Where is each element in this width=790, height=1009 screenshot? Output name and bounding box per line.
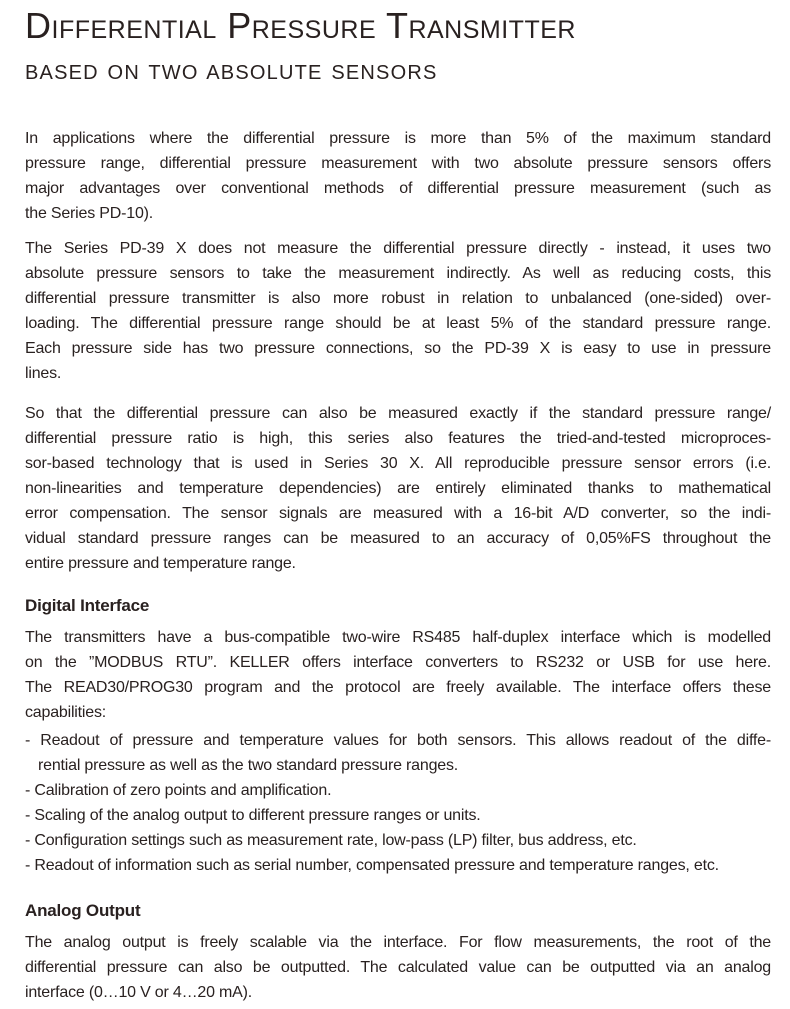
page-title: Differential Pressure Transmitter: [25, 5, 576, 46]
capability-item-scaling: [25, 803, 771, 828]
section-heading-digital-interface: Digital Interface: [25, 596, 150, 615]
text-line: differential pressure transmitter is also more robust in relation to unbalanced (one-sided) over-: [25, 290, 771, 307]
text-line: - Scaling of the analog output to different pressure ranges or units.: [25, 807, 481, 824]
capability-item-calibration: [25, 778, 771, 803]
text-line: - Configuration settings such as measurement rate, low-pass (LP) filter, bus address, etc.: [25, 832, 637, 849]
text-line: The Series PD-39 X does not measure the differential pressure directly - instead, it uses two: [25, 240, 771, 257]
text-line: interface (0…10 V or 4…20 mA).: [25, 984, 252, 1001]
text-line: pressure range, differential pressure measurement with two absolute pressure sensors offers: [25, 155, 771, 172]
text-line: The transmitters have a bus-compatible two-wire RS485 half-duplex interface which is modelled: [25, 629, 771, 646]
text-line: entire pressure and temperature range.: [25, 555, 296, 572]
text-line: rential pressure as well as the two standard pressure ranges.: [38, 757, 459, 774]
text-line: the Series PD-10).: [25, 205, 154, 222]
text-line: - Calibration of zero points and amplification.: [25, 782, 332, 799]
capability-item-readout-pressure-temperature: [25, 728, 771, 778]
text-line: differential pressure ratio is high, this series also features the tried-and-tested microproces-: [25, 430, 771, 447]
text-line: non-linearities and temperature dependencies) are entirely eliminated thanks to mathematical: [25, 480, 771, 497]
capability-list: [25, 728, 771, 878]
digital-interface-paragraph: [25, 625, 771, 725]
intro-paragraph-3: [25, 401, 771, 576]
page-subtitle: BASED ON TWO ABSOLUTE SENSORS: [25, 62, 438, 84]
text-line: - Readout of information such as serial number, compensated pressure and temperature ranges, etc.: [25, 857, 719, 874]
text-line: In applications where the differential pressure is more than 5% of the maximum standard: [25, 130, 771, 147]
text-line: So that the differential pressure can also be measured exactly if the standard pressure range/: [25, 405, 771, 422]
text-line: sor-based technology that is used in Series 30 X. All reproducible pressure sensor errors (i.e.: [25, 455, 771, 472]
text-line: loading. The differential pressure range should be at least 5% of the standard pressure range.: [25, 315, 771, 332]
text-line: lines.: [25, 365, 62, 382]
analog-output-paragraph: [25, 930, 771, 1005]
capability-item-readout-information: [25, 853, 771, 878]
text-line: The READ30/PROG30 program and the protocol are freely available. The interface offers these: [25, 679, 771, 696]
text-line: Each pressure side has two pressure connections, so the PD-39 X is easy to use in pressure: [25, 340, 771, 357]
intro-paragraph-1: [25, 126, 771, 226]
text-line: capabilities:: [25, 704, 107, 721]
text-line: absolute pressure sensors to take the measurement indirectly. As well as reducing costs, this: [25, 265, 771, 282]
text-line: major advantages over conventional methods of differential pressure measurement (such as: [25, 180, 771, 197]
text-line: error compensation. The sensor signals are measured with a 16-bit A/D converter, so the indi-: [25, 505, 771, 522]
intro-paragraph-2: [25, 236, 771, 386]
text-line: differential pressure can also be outputted. The calculated value can be outputted via an analog: [25, 959, 771, 976]
text-line: The analog output is freely scalable via the interface. For flow measurements, the root of the: [25, 934, 771, 951]
section-heading-analog-output: Analog Output: [25, 901, 141, 920]
text-line: vidual standard pressure ranges can be measured to an accuracy of 0,05%FS throughout the: [25, 530, 771, 547]
text-line: on the ”MODBUS RTU”. KELLER offers interface converters to RS232 or USB for use here.: [25, 654, 771, 671]
text-line: - Readout of pressure and temperature values for both sensors. This allows readout of the diffe-: [25, 732, 771, 749]
capability-item-configuration: [25, 828, 771, 853]
